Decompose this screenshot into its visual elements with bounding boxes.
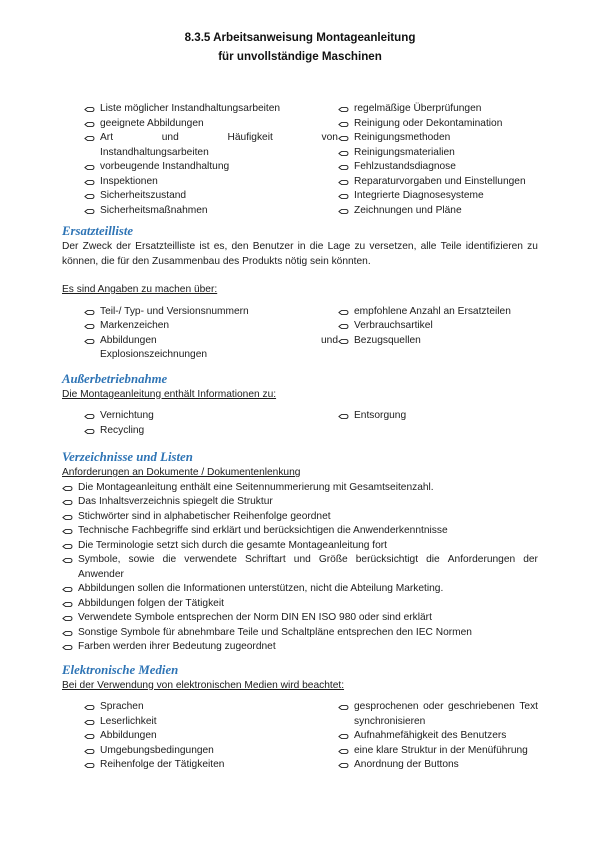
bullet [84, 189, 100, 201]
pencil-bullet-icon [84, 761, 95, 770]
bullet [338, 305, 354, 317]
pencil-bullet-icon [62, 556, 73, 565]
list-item-text: Das Inhaltsverzeichnis spiegelt die Struktur [78, 496, 273, 507]
bullet [84, 175, 100, 187]
document-title-line-2: für unvollständige Maschinen [218, 50, 382, 63]
elektronische-medien-list-left [84, 700, 338, 773]
pencil-bullet-icon [84, 427, 95, 436]
list-item [84, 334, 338, 363]
pencil-bullet-icon [62, 542, 73, 551]
bullet [338, 160, 354, 172]
list-item [84, 424, 338, 439]
ersatzteilliste-list-right-column [338, 305, 538, 363]
list-item-text: Umgebungsbedingungen [100, 744, 214, 756]
list-item-text: Sicherheitsmaßnahmen [100, 204, 208, 216]
maintenance-list-right-column [338, 102, 538, 218]
pencil-bullet-icon [338, 747, 349, 756]
list-item [84, 700, 338, 715]
bullet [62, 539, 78, 551]
list-item [84, 305, 338, 320]
bullet [338, 102, 354, 114]
list-item-text: Aufnahmefähigkeit des Benutzers [354, 730, 507, 741]
bullet [338, 175, 354, 187]
pencil-bullet-icon [84, 207, 95, 216]
bullet [62, 524, 78, 536]
list-item [338, 409, 538, 424]
list-item [62, 582, 538, 597]
list-item-text: eine klare Struktur in der Menüführung [354, 744, 528, 756]
list-item-text: Abbildungen folgen der Tätigkeit [78, 597, 224, 609]
list-item-text: Sonstige Symbole für abnehmbare Teile und Schaltpläne entsprechen den IEC Normen [78, 626, 472, 638]
list-item-text: Reinigungsmaterialien [354, 146, 455, 158]
bullet [84, 131, 100, 143]
pencil-bullet-icon [338, 703, 349, 712]
bullet [338, 204, 354, 216]
pencil-bullet-icon [338, 412, 349, 421]
bullet [84, 305, 100, 317]
list-item-text: Stichwörter sind in alphabetischer Reihenfolge geordnet [78, 510, 331, 522]
list-item-text: Farben werden ihrer Bedeutung zugeordnet [78, 641, 276, 652]
ersatzteilliste-list-left [84, 305, 338, 363]
list-item-text: Reparaturvorgaben und Einstellungen [354, 175, 526, 187]
list-item [84, 729, 338, 744]
pencil-bullet-icon [84, 120, 95, 129]
pencil-bullet-icon [338, 134, 349, 143]
bullet [338, 700, 354, 712]
bullet [338, 319, 354, 331]
list-item [84, 131, 338, 160]
list-item-text: empfohlene Anzahl an Ersatzteilen [354, 305, 511, 317]
pencil-bullet-icon [84, 163, 95, 172]
ausserbetriebnahme-list-left [84, 409, 338, 438]
bullet [84, 729, 100, 741]
list-item-text: Abbildungen sollen die Informationen unterstützen, nicht die Abteilung Marketing. [78, 583, 444, 594]
list-item-text: Markenzeichen [100, 320, 170, 331]
pencil-bullet-icon [338, 732, 349, 741]
ausserbetriebnahme-list-right [338, 409, 538, 424]
ausserbetriebnahme-list [62, 409, 538, 438]
list-item [338, 189, 538, 204]
pencil-bullet-icon [84, 718, 95, 727]
bullet [62, 640, 78, 652]
list-item [62, 495, 538, 510]
list-item-text: Technische Fachbegriffe sind erklärt und berücksichtigen die Anwenderkenntnisse [78, 525, 448, 536]
bullet [62, 495, 78, 507]
list-item-text: Leserlichkeit [100, 715, 157, 727]
section-heading-elektronische-medien: Elektronische Medien [62, 662, 179, 677]
bullet [84, 758, 100, 770]
pencil-bullet-icon [62, 498, 73, 507]
bullet [62, 553, 78, 565]
ersatzteilliste-list [62, 305, 538, 363]
list-item [338, 319, 538, 334]
section-heading-ersatzteilliste: Ersatzteilliste [62, 224, 134, 238]
pencil-bullet-icon [62, 585, 73, 594]
list-item [338, 744, 538, 759]
ersatzteilliste-list-right [338, 305, 538, 349]
list-item [338, 160, 538, 175]
pencil-bullet-icon [338, 761, 349, 770]
list-item [84, 715, 338, 730]
list-item [338, 305, 538, 320]
subheading-ersatzteilliste: Es sind Angaben zu machen über: [62, 284, 218, 295]
list-item-text: Art und Häufigkeit von Instandhaltungsarbeiten [100, 132, 338, 158]
bullet [338, 744, 354, 756]
pencil-bullet-icon [338, 149, 349, 158]
list-item-text: Zeichnungen und Pläne [354, 204, 462, 216]
bullet [62, 510, 78, 522]
list-item-text: Teil-/ Typ- und Versionsnummern [100, 305, 249, 317]
list-item [338, 729, 538, 744]
pencil-bullet-icon [84, 308, 95, 317]
pencil-bullet-icon [84, 732, 95, 741]
list-item-text: Abbildungen [100, 730, 157, 741]
list-item-text: regelmäßige Überprüfungen [354, 103, 482, 114]
list-item [84, 204, 338, 219]
pencil-bullet-icon [62, 484, 73, 493]
list-item-text: Vernichtung [100, 410, 154, 421]
elektronische-medien-list-right-column [338, 700, 538, 773]
list-item [338, 175, 538, 190]
pencil-bullet-icon [84, 703, 95, 712]
pencil-bullet-icon [338, 337, 349, 346]
subheading-verzeichnisse: Anforderungen an Dokumente / Dokumentenlenkung [62, 467, 301, 478]
list-item-text: Verwendete Symbole entsprechen der Norm DIN EN ISO 980 oder sind erklärt [78, 612, 432, 623]
list-item [62, 640, 538, 655]
list-item [338, 102, 538, 117]
list-item-text: Die Terminologie setzt sich durch die gesamte Montageanleitung fort [78, 539, 388, 551]
bullet [84, 319, 100, 331]
bullet [84, 715, 100, 727]
bullet [84, 117, 100, 129]
list-item [84, 744, 338, 759]
list-item-text: Inspektionen [100, 175, 158, 187]
list-item [338, 758, 538, 773]
document-title [62, 28, 538, 66]
list-item [338, 146, 538, 161]
bullet [62, 626, 78, 638]
ersatzteilliste-list-left-column [62, 305, 338, 363]
list-item-text: Bezugsquellen [354, 334, 421, 346]
pencil-bullet-icon [84, 322, 95, 331]
list-item-text: Anordnung der Buttons [354, 759, 459, 770]
maintenance-list-left-column [62, 102, 338, 218]
pencil-bullet-icon [62, 643, 73, 652]
bullet [338, 758, 354, 770]
pencil-bullet-icon [338, 308, 349, 317]
list-item-text: Entsorgung [354, 410, 407, 421]
pencil-bullet-icon [62, 527, 73, 536]
maintenance-list-left [84, 102, 338, 218]
elektronische-medien-list [62, 700, 538, 773]
bullet [338, 334, 354, 346]
list-item [62, 539, 538, 554]
ersatzteilliste-paragraph: Der Zweck der Ersatzteilliste ist es, den Benutzer in die Lage zu versetzen, alle Teile identifizieren zu können, die für den Zusammenbau des Produkts nötig sein könnten. [62, 241, 538, 267]
list-item [62, 524, 538, 539]
list-item-text: geeignete Abbildungen [100, 117, 204, 129]
bullet [338, 729, 354, 741]
pencil-bullet-icon [84, 747, 95, 756]
bullet [84, 409, 100, 421]
list-item [338, 204, 538, 219]
list-item [62, 553, 538, 582]
list-item [338, 131, 538, 146]
list-item [84, 189, 338, 204]
list-item [62, 626, 538, 641]
bullet [62, 481, 78, 493]
elektronische-medien-list-left-column [62, 700, 338, 773]
list-item [84, 319, 338, 334]
pencil-bullet-icon [62, 513, 73, 522]
list-item-text: Reinigung oder Dekontamination [354, 117, 503, 129]
list-item [62, 611, 538, 626]
bullet [338, 189, 354, 201]
bullet [84, 102, 100, 114]
list-item [84, 117, 338, 132]
bullet [84, 334, 100, 346]
pencil-bullet-icon [338, 120, 349, 129]
ausserbetriebnahme-list-left-column [62, 409, 338, 438]
list-item-text: Recycling [100, 424, 145, 436]
list-item [84, 160, 338, 175]
subheading-elektronische-medien: Bei der Verwendung von elektronischen Medien wird beachtet: [62, 679, 345, 691]
list-item-text: vorbeugende Instandhaltung [100, 161, 230, 172]
list-item [84, 409, 338, 424]
list-item-text: Reinigungsmethoden [354, 132, 451, 143]
list-item-text: Die Montageanleitung enthält eine Seitennummerierung mit Gesamtseitenzahl. [78, 481, 434, 493]
list-item [338, 700, 538, 729]
list-item [62, 481, 538, 496]
maintenance-list-right [338, 102, 538, 218]
list-item-text: Abbildungen und Explosionszeichnungen [100, 334, 338, 360]
pencil-bullet-icon [338, 178, 349, 187]
list-item-text: Verbrauchsartikel [354, 320, 433, 331]
bullet [84, 204, 100, 216]
pencil-bullet-icon [62, 629, 73, 638]
bullet [84, 744, 100, 756]
ausserbetriebnahme-list-right-column [338, 409, 538, 438]
bullet [62, 611, 78, 623]
verzeichnisse-list [62, 481, 538, 655]
pencil-bullet-icon [84, 412, 95, 421]
section-heading-ausserbetriebnahme: Außerbetriebnahme [62, 371, 168, 386]
bullet [84, 160, 100, 172]
list-item-text: Fehlzustandsdiagnose [354, 161, 456, 172]
bullet [338, 131, 354, 143]
bullet [84, 424, 100, 436]
list-item-text: Symbole, sowie die verwendete Schriftart und Größe berücksichtigt die Anforderungen der Anwender [78, 554, 538, 580]
list-item [84, 175, 338, 190]
document-title-line-1: 8.3.5 Arbeitsanweisung Montageanleitung [184, 31, 416, 44]
list-item-text: Sprachen [100, 701, 144, 712]
list-item [62, 510, 538, 525]
bullet [338, 409, 354, 421]
maintenance-list [62, 102, 538, 218]
list-item [338, 117, 538, 132]
list-item-text: Integrierte Diagnosesysteme [354, 190, 484, 201]
pencil-bullet-icon [338, 163, 349, 172]
pencil-bullet-icon [84, 337, 95, 346]
bullet [84, 700, 100, 712]
list-item [84, 102, 338, 117]
bullet [62, 597, 78, 609]
bullet [338, 117, 354, 129]
bullet [62, 582, 78, 594]
list-item [84, 758, 338, 773]
pencil-bullet-icon [84, 105, 95, 114]
subheading-ausserbetriebnahme: Die Montageanleitung enthält Informationen zu: [62, 388, 277, 400]
pencil-bullet-icon [338, 192, 349, 201]
pencil-bullet-icon [84, 134, 95, 143]
pencil-bullet-icon [338, 105, 349, 114]
pencil-bullet-icon [84, 192, 95, 201]
bullet [338, 146, 354, 158]
list-item-text: Reihenfolge der Tätigkeiten [100, 759, 225, 770]
list-item-text: gesprochenen oder geschriebenen Text synchronisieren [354, 701, 538, 727]
pencil-bullet-icon [338, 207, 349, 216]
pencil-bullet-icon [84, 178, 95, 187]
list-item [338, 334, 538, 349]
list-item [62, 597, 538, 612]
section-heading-verzeichnisse: Verzeichnisse und Listen [62, 450, 193, 464]
pencil-bullet-icon [62, 600, 73, 609]
list-item-text: Sicherheitszustand [100, 190, 187, 201]
list-item-text: Liste möglicher Instandhaltungsarbeiten [100, 103, 281, 114]
pencil-bullet-icon [62, 614, 73, 623]
elektronische-medien-list-right [338, 700, 538, 773]
pencil-bullet-icon [338, 322, 349, 331]
